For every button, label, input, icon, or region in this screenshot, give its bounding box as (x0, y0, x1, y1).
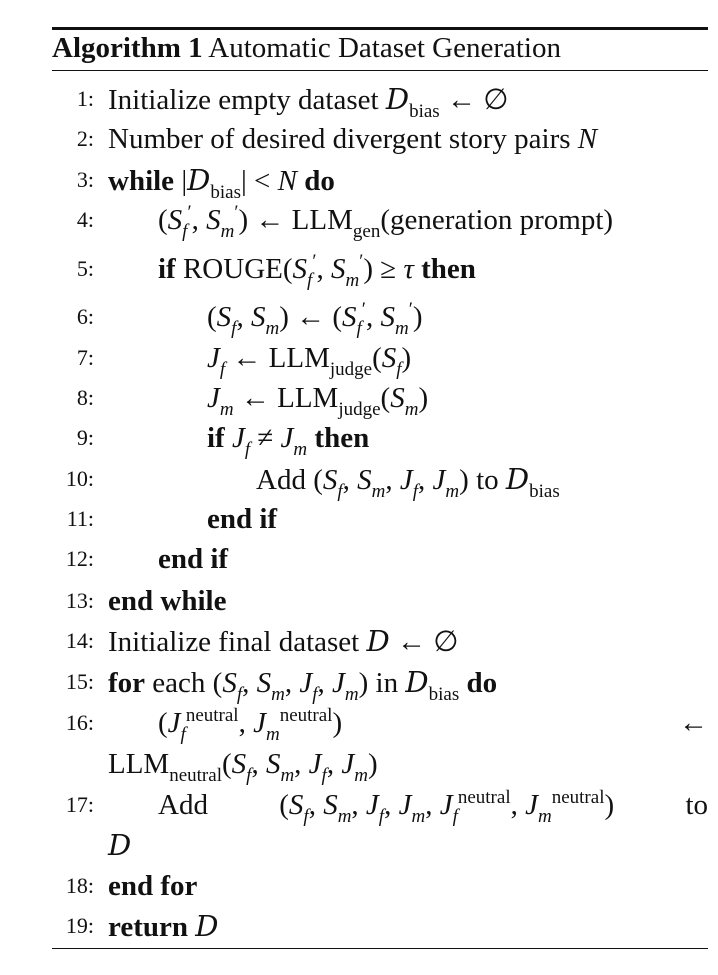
line-number: 7: (76, 345, 94, 370)
keyword-while: while (108, 165, 175, 197)
line-text: $J_m$ ← $LLM_{judge}(S_m)$ (207, 382, 429, 420)
to-text: to (476, 464, 499, 496)
line-number: 15: (65, 669, 94, 694)
bias-subscript: bias (210, 182, 241, 203)
neutral-subscript: neutral (169, 765, 222, 786)
algorithm-line-11 (52, 499, 708, 539)
keyword-end-if: end if (207, 503, 278, 535)
judge-subscript: judge (329, 359, 373, 380)
algorithm-line-6 (52, 297, 708, 337)
line-text: if $ROUGE(S_f'$, $S_m') \ge \tau$ then (158, 251, 476, 291)
line-number: 17: (65, 792, 94, 817)
llm-label: LLM (268, 342, 330, 374)
algorithm-line-16 (52, 703, 708, 743)
bottom-rule (52, 948, 708, 949)
line-text: ($S_f'$, $S_m'$) ← $LLM_{gen}(generation$ prompt) (158, 202, 614, 242)
line-text: Add ($S_f$, $S_m$, $J_f$, $J_m$, $J_f^{neutral}$, $J_m^{neutral}$) to (158, 787, 708, 827)
algorithm-line-10 (52, 459, 708, 502)
keyword-end-if: end if (158, 543, 229, 575)
algorithm-line-12 (52, 539, 708, 579)
line-text: if $J_f \ne J_m$ then (207, 422, 370, 460)
algorithm-block (52, 0, 708, 975)
algorithm-line-4 (52, 200, 708, 240)
algorithm-line-18 (52, 866, 708, 906)
bias-subscript: bias (428, 684, 460, 705)
line-text: Add ($S_f$, $S_m$, $J_f$, $J_m$) to $D_{bias}$ (256, 462, 560, 502)
add-text: Add (158, 789, 208, 821)
line-number: 14: (65, 628, 94, 653)
line-number: 19: (65, 913, 94, 938)
generation-prompt-text: generation prompt (390, 204, 604, 236)
llm-label: LLM (291, 204, 353, 236)
algorithm-line-3 (52, 160, 708, 203)
algorithm-line-13 (52, 581, 708, 621)
line-text: $LLM_{neutral}(S_f$, $S_m$, $J_f$, $J_m$) (108, 748, 378, 786)
algorithm-label: Algorithm 1 (52, 32, 203, 64)
line-text: $J_f$ ← $LLM_{judge}(S_f)$ (207, 342, 412, 380)
add-text: Add (256, 464, 306, 496)
line-text: Number of desired divergent story pairs N (108, 123, 598, 155)
algorithm-line-5 (52, 249, 708, 289)
algorithm-caption (52, 30, 561, 66)
line-number: 13: (65, 588, 94, 613)
caption-rule (52, 70, 708, 71)
line-1-text: Initialize empty dataset (108, 84, 379, 116)
keyword-end-for: end for (108, 870, 198, 902)
keyword-if: if (158, 253, 176, 285)
dataset-symbol: D (108, 828, 132, 862)
neutral-superscript: neutral (457, 787, 511, 808)
line-number: 1: (76, 86, 94, 111)
llm-label: LLM (108, 748, 170, 780)
in-text: in (375, 667, 399, 699)
line-number: 16: (65, 710, 94, 735)
keyword-then: then (421, 253, 476, 285)
line-number: 9: (76, 425, 94, 450)
keyword-return: return (108, 911, 189, 943)
algorithm-line-15 (52, 662, 708, 705)
line-number: 11: (66, 506, 94, 531)
algorithm-line-2 (52, 119, 708, 159)
line-number: 3: (76, 167, 94, 192)
algorithm-line-17-cont (52, 825, 708, 865)
llm-label: LLM (277, 382, 339, 414)
line-number: 18: (65, 873, 94, 898)
keyword-then: then (314, 422, 370, 454)
assign-arrow: ← (679, 707, 708, 739)
neutral-superscript: neutral (551, 787, 605, 808)
bias-subscript: bias (409, 101, 440, 122)
line-text: ($J_f^{neutral}$, $J_m^{neutral}$) (158, 705, 343, 745)
algorithm-title: Automatic Dataset Generation (208, 32, 561, 64)
algorithm-line-7 (52, 338, 708, 378)
to-text: to (685, 789, 708, 821)
algorithm-line-8 (52, 378, 708, 418)
line-2-text: Number of desired divergent story pairs (108, 123, 571, 155)
line-text: Initialize empty dataset $D_{bias}$ ← ∅ (108, 82, 509, 122)
gen-subscript: gen (352, 221, 381, 242)
line-number: 10: (65, 466, 94, 491)
line-number: 5: (76, 256, 94, 281)
algorithm-line-16-cont (52, 744, 708, 784)
algorithm-line-14 (52, 621, 708, 661)
line-text: for each ($S_f$, $S_m$, $J_f$, $J_m$) in $D_{bias}$ do (108, 665, 498, 705)
rouge-label: ROUGE (182, 253, 283, 285)
keyword-end-while: end while (108, 585, 227, 617)
keyword-if: if (207, 422, 225, 454)
line-text: while $|D_{bias}| < N$ do (108, 163, 335, 203)
line-number: 12: (65, 546, 94, 571)
line-text: Initialize final dataset D ← ∅ (108, 624, 459, 658)
keyword-do: do (304, 165, 335, 197)
line-text: ($S_f$, $S_m$) ← ($S_f'$, $S_m'$) (207, 299, 423, 339)
line-number: 8: (76, 385, 94, 410)
neutral-superscript: neutral (185, 705, 239, 726)
each-text: each (152, 667, 206, 699)
judge-subscript: judge (338, 399, 381, 420)
line-14-text: Initialize final dataset (108, 626, 360, 658)
line-number: 6: (76, 304, 94, 329)
keyword-for: for (108, 667, 146, 699)
keyword-do: do (466, 667, 498, 699)
line-text: return D (108, 909, 219, 943)
line-number: 2: (76, 126, 94, 151)
algorithm-line-19 (52, 906, 708, 946)
algorithm-line-9 (52, 418, 708, 458)
algorithm-line-17 (52, 785, 708, 825)
line-number: 4: (76, 207, 94, 232)
bias-subscript: bias (529, 481, 560, 502)
algorithm-line-1 (52, 79, 708, 122)
neutral-superscript: neutral (279, 705, 333, 726)
